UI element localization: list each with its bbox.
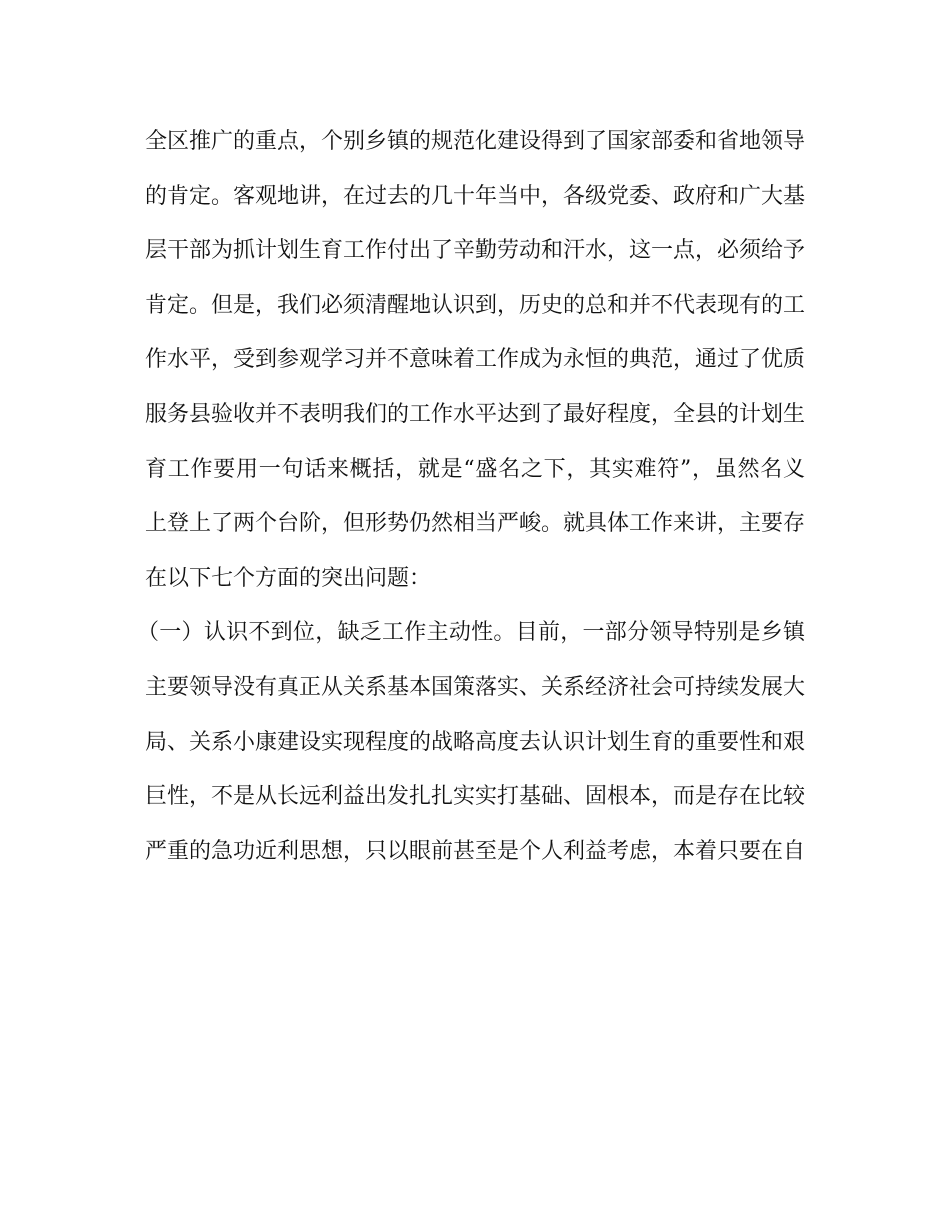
body-text bbox=[137, 115, 805, 879]
text-line: 的肯定。客观地讲，在过去的几十年当中，各级党委、政府和广大基 bbox=[145, 183, 805, 209]
section-heading-line: （一）认识不到位，缺乏工作主动性。目前，一部分领导特别是乡镇 bbox=[137, 620, 805, 646]
text-line: 育工作要用一句话来概括，就是“盛名之下，其实难符”，虽然名义 bbox=[145, 456, 805, 482]
text-line: 服务县验收并不表明我们的工作水平达到了最好程度，全县的计划生 bbox=[145, 401, 805, 427]
text-line: 肯定。但是，我们必须清醒地认识到，历史的总和并不代表现有的工 bbox=[145, 292, 805, 318]
text-line: 层干部为抓计划生育工作付出了辛勤劳动和汗水，这一点，必须给予 bbox=[145, 238, 805, 264]
text-line: 局、关系小康建设实现程度的战略高度去认识计划生育的重要性和艰 bbox=[145, 729, 805, 755]
text-line: 全区推广的重点，个别乡镇的规范化建设得到了国家部委和省地领导 bbox=[145, 129, 805, 154]
text-line: 上登上了两个台阶，但形势仍然相当严峻。就具体工作来讲，主要存 bbox=[145, 511, 805, 537]
text-line: 在以下七个方面的突出问题： bbox=[145, 565, 432, 591]
text-line: 巨性，不是从长远利益出发扎扎实实打基础、固根本，而是存在比较 bbox=[145, 784, 805, 810]
text-line: 严重的急功近利思想，只以眼前甚至是个人利益考虑，本着只要在自 bbox=[145, 838, 805, 864]
text-line: 主要领导没有真正从关系基本国策落实、关系经济社会可持续发展大 bbox=[145, 674, 805, 700]
text-line: 作水平，受到参观学习并不意味着工作成为永恒的典范，通过了优质 bbox=[145, 347, 805, 373]
